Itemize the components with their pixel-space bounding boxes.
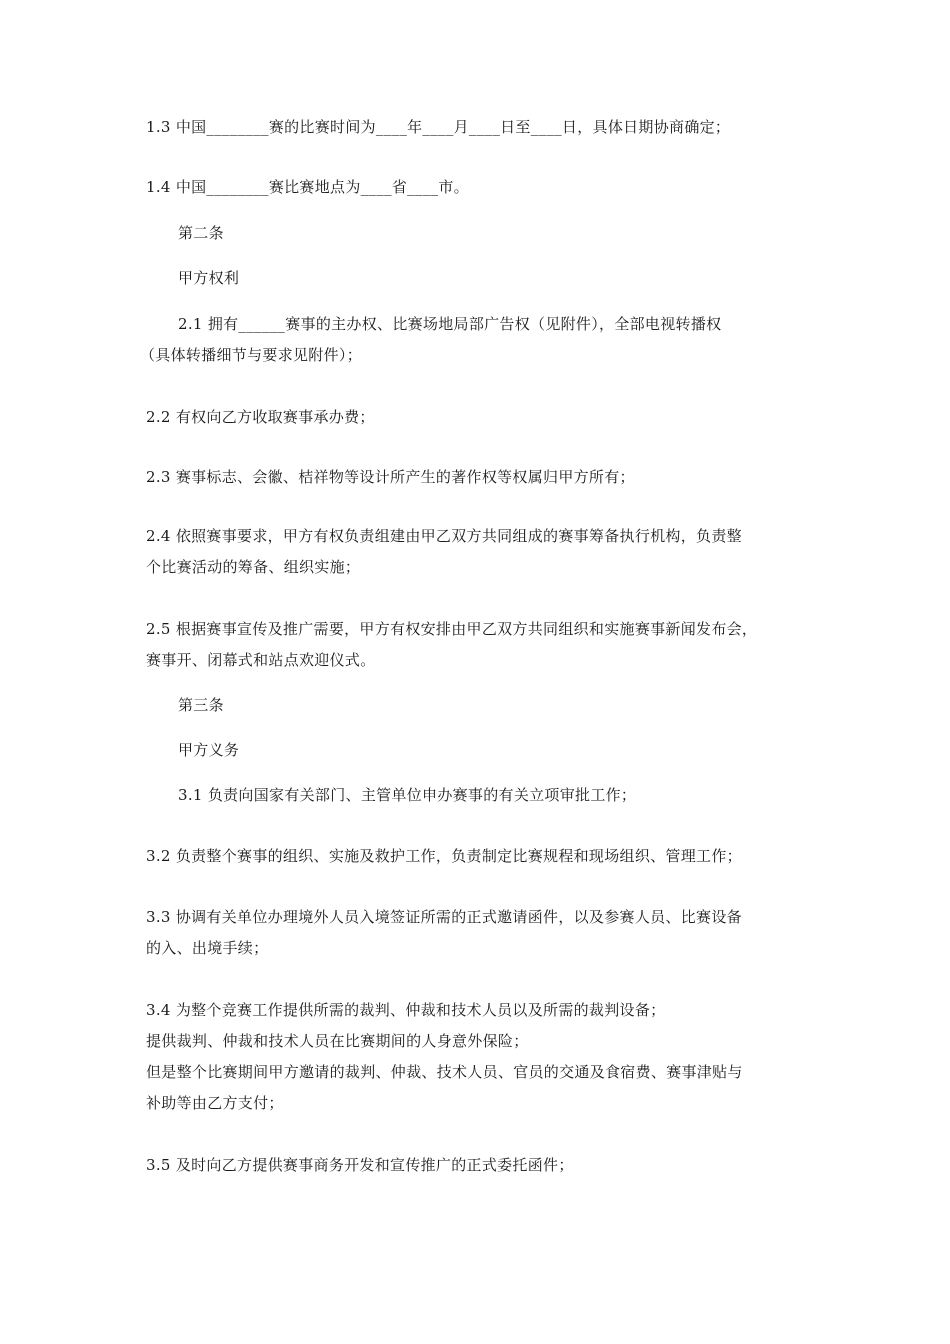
clause-1-3: 1.3 中国________赛的比赛时间为____年____月____日至____日，具体日期协商确定； xyxy=(146,118,731,136)
clause-3-4-line-4: 补助等由乙方支付； xyxy=(146,1094,284,1112)
clause-1-4: 1.4 中国________赛比赛地点为____省____市。 xyxy=(146,178,469,196)
clause-3-1: 3.1 负责向国家有关部门、主管单位申办赛事的有关立项审批工作； xyxy=(178,786,637,804)
clause-3-3: 3.3 协调有关单位办理境外人员入境签证所需的正式邀请函件，以及参赛人员、比赛设备 xyxy=(146,908,742,926)
clause-3-4: 3.4 为整个竞赛工作提供所需的裁判、仲裁和技术人员以及所需的裁判设备； xyxy=(146,1001,666,1019)
clause-3-4-line-2: 提供裁判、仲裁和技术人员在比赛期间的人身意外保险； xyxy=(146,1032,529,1050)
clause-2-1-cont: （具体转播细节与要求见附件）； xyxy=(140,346,363,364)
clause-3-3-cont: 的入、出境手续； xyxy=(146,939,269,957)
clause-2-4: 2.4 依照赛事要求，甲方有权负责组建由甲乙双方共同组成的赛事筹备执行机构，负责整 xyxy=(146,527,742,545)
clause-3-2: 3.2 负责整个赛事的组织、实施及救护工作，负责制定比赛规程和现场组织、管理工作； xyxy=(146,847,742,865)
party-a-obligations-heading: 甲方义务 xyxy=(178,741,240,759)
article-3-heading: 第三条 xyxy=(178,696,224,714)
clause-3-4-line-3: 但是整个比赛期间甲方邀请的裁判、仲裁、技术人员、官员的交通及食宿费、赛事津贴与 xyxy=(146,1063,743,1081)
clause-2-1: 2.1 拥有______赛事的主办权、比赛场地局部广告权（见附件），全部电视转播权 xyxy=(178,315,722,333)
clause-2-2: 2.2 有权向乙方收取赛事承办费； xyxy=(146,408,375,426)
clause-3-5: 3.5 及时向乙方提供赛事商务开发和宣传推广的正式委托函件； xyxy=(146,1156,574,1174)
party-a-rights-heading: 甲方权利 xyxy=(178,269,240,287)
clause-2-5-cont: 赛事开、闭幕式和站点欢迎仪式。 xyxy=(146,651,376,669)
article-2-heading: 第二条 xyxy=(178,224,224,242)
clause-2-4-cont: 个比赛活动的筹备、组织实施； xyxy=(146,558,361,576)
clause-2-5: 2.5 根据赛事宣传及推广需要，甲方有权安排由甲乙双方共同组织和实施赛事新闻发布会， xyxy=(146,620,758,638)
clause-2-3: 2.3 赛事标志、会徽、桔祥物等设计所产生的著作权等权属归甲方所有； xyxy=(146,468,635,486)
